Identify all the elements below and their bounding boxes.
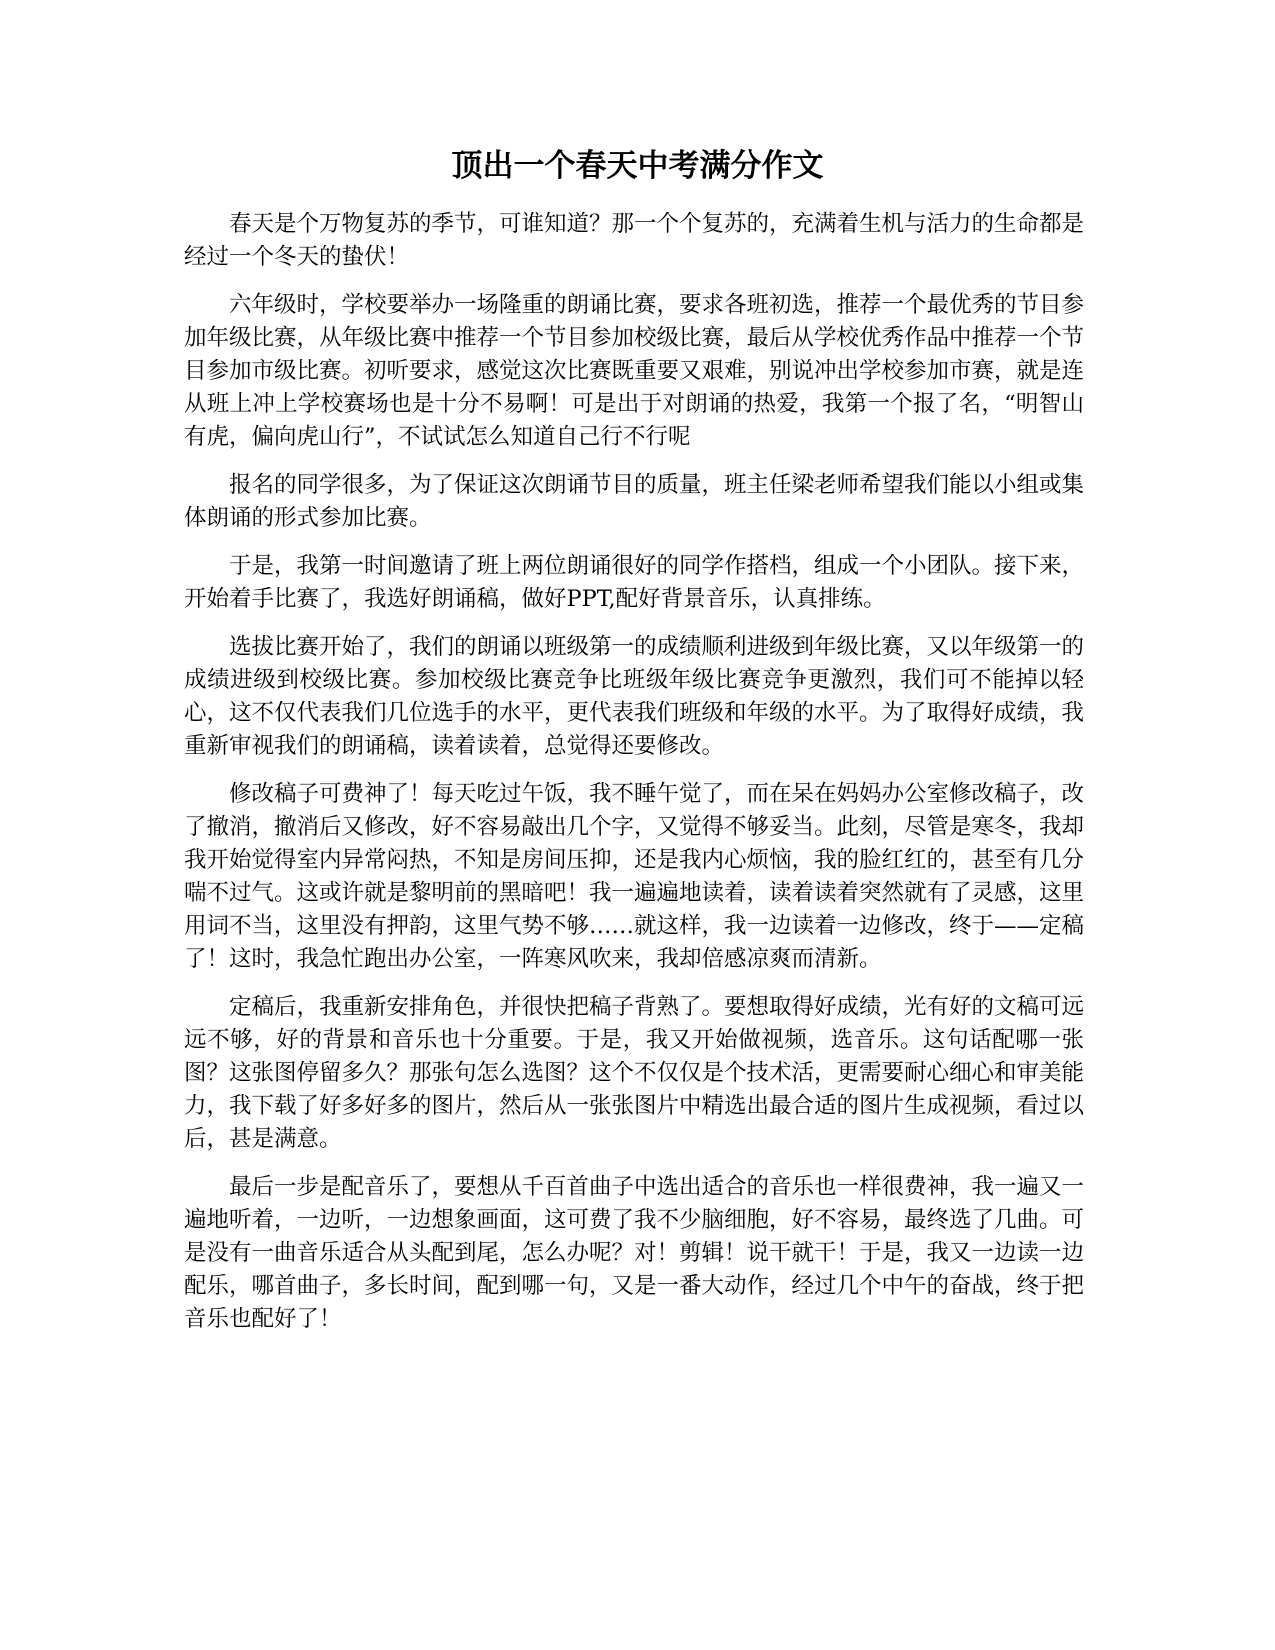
document-title: 顶出一个春天中考满分作文	[451, 148, 824, 184]
paragraph: 修改稿子可费神了！每天吃过午饭，我不睡午觉了，而在呆在妈妈办公室修改稿子，改了撤消，撤消后又修改，好不容易敲出几个字，又觉得不够妥当。此刻，尽管是寒冬，我却我开始觉得室内异常闷热，不知是房间压抑，还是我内心烦恼，我的脸红红的，甚至有几分喘不过气。这或许就是黎明前的黑暗吧！我一遍遍地读着，读着读着突然就有了灵感，这里用词不当，这里没有押韵，这里气势不够……就这样，我一边读着一边修改，终于——定稿了！这时，我急忙跑出办公室，一阵寒风吹来，我却倍感凉爽而清新。	[184, 781, 1085, 972]
paragraph: 春天是个万物复苏的季节，可谁知道？那一个个复苏的，充满着生机与活力的生命都是经过一个冬天的蛰伏！	[184, 211, 1085, 270]
paragraph: 报名的同学很多，为了保证这次朗诵节目的质量，班主任梁老师希望我们能以小组或集体朗诵的形式参加比赛。	[184, 472, 1085, 531]
paragraph: 六年级时，学校要举办一场隆重的朗诵比赛，要求各班初选，推荐一个最优秀的节目参加年级比赛，从年级比赛中推荐一个节目参加校级比赛，最后从学校优秀作品中推荐一个节目参加市级比赛。初听要求，感觉这次比赛既重要又艰难，别说冲出学校参加市赛，就是连从班上冲上学校赛场也是十分不易啊！可是出于对朗诵的热爱，我第一个报了名，“明智山有虎，偏向虎山行”，不试试怎么知道自己行不行呢	[184, 292, 1085, 450]
paragraph: 定稿后，我重新安排角色，并很快把稿子背熟了。要想取得好成绩，光有好的文稿可远远不够，好的背景和音乐也十分重要。于是，我又开始做视频，选音乐。这句话配哪一张图？这张图停留多久？那张句怎么选图？这个不仅仅是个技术活，更需要耐心细心和审美能力，我下载了好多好多的图片，然后从一张张图片中精选出最合适的图片生成视频，看过以后，甚是满意。	[184, 994, 1085, 1152]
paragraph: 最后一步是配音乐了，要想从千百首曲子中选出适合的音乐也一样很费神，我一遍又一遍地听着，一边听，一边想象画面，这可费了我不少脑细胞，好不容易，最终选了几曲。可是没有一曲音乐适合从头配到尾，怎么办呢？对！剪辑！说干就干！于是，我又一边读一边配乐，哪首曲子，多长时间，配到哪一句，又是一番大动作，经过几个中午的奋战，终于把音乐也配好了！	[184, 1174, 1085, 1332]
paragraph: 选拔比赛开始了，我们的朗诵以班级第一的成绩顺利进级到年级比赛，又以年级第一的成绩进级到校级比赛。参加校级比赛竞争比班级年级比赛竞争更激烈，我们可不能掉以轻心，这不仅代表我们几位选手的水平，更代表我们班级和年级的水平。为了取得好成绩，我重新审视我们的朗诵稿，读着读着，总觉得还要修改。	[184, 634, 1085, 759]
document-body	[184, 208, 1084, 1351]
paragraph: 于是，我第一时间邀请了班上两位朗诵很好的同学作搭档，组成一个小团队。接下来，开始着手比赛了，我选好朗诵稿，做好PPT,配好背景音乐，认真排练。	[184, 553, 1085, 612]
